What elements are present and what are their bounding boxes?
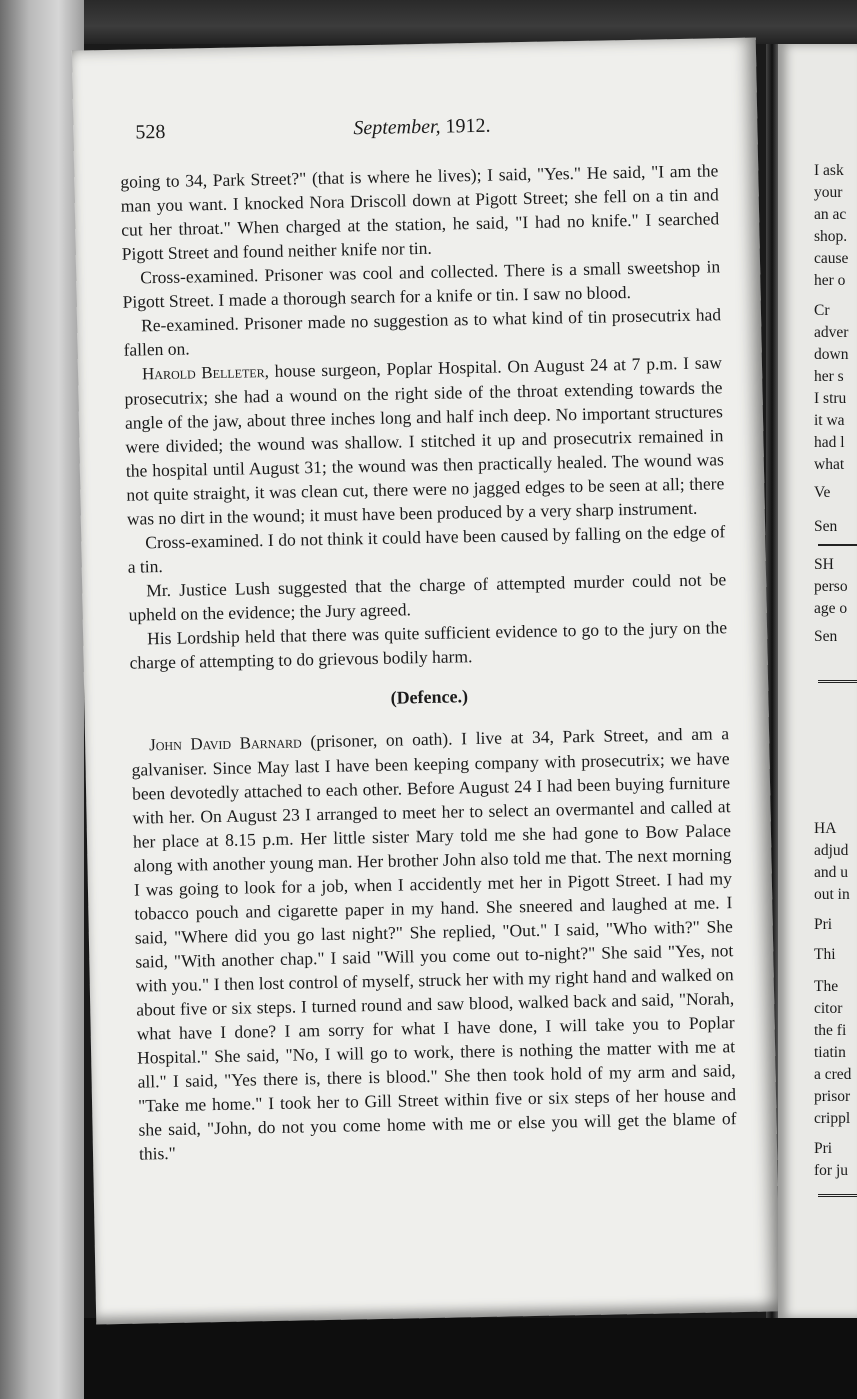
witness-text: house surgeon, Poplar Hospital. On August 24 at 7 p.m. I saw prosecutrix; she had a wound on the right side of the throat extending towards the angle of the jaw, about three inches long and half inch deep. No important structures were divided; the wound was shallow. I stitched it up and prosecutrix remained in the hospital until August 31; the wound was then practically healed. The wound was not quite straight, it was clean cut, there were no jagged edges to be seen at all; there was no dirt in the wound; it must have been produced by a very sharp instrument. xyxy=(124,352,725,529)
page-number: 528 xyxy=(135,120,166,144)
facing-text-fragment: an ac xyxy=(814,206,847,223)
facing-text-fragment: it wa xyxy=(814,412,845,429)
facing-text-fragment: The xyxy=(814,978,839,995)
facing-text-fragment: Ve xyxy=(814,484,831,501)
defence-testimony xyxy=(131,721,737,1165)
paragraph: going to 34, Park Street?" (that is where he lives); I said, "Yes." He said, "I am the man you want. I knocked Nora Driscoll down at Pigott Street; she fell on a tin and cut her throat." When charged at the station, he said, "I had no knife." I searched Pigott Street and found neither knife nor tin. xyxy=(120,160,720,264)
facing-text-fragment: her s xyxy=(814,368,844,385)
facing-text-fragment: prisor xyxy=(814,1088,851,1105)
facing-text-fragment: Thi xyxy=(814,946,836,963)
section-rule xyxy=(818,544,857,546)
witness-name: Harold Belleter, xyxy=(141,361,270,384)
facing-text-fragment: Cr xyxy=(814,302,830,319)
witness-testimony xyxy=(124,350,725,530)
facing-text-fragment: out in xyxy=(814,886,850,903)
facing-text-fragment: adjud xyxy=(814,842,849,859)
facing-text-fragment: and u xyxy=(814,864,849,881)
facing-text-fragment: citor xyxy=(814,1000,843,1017)
facing-text-fragment: adver xyxy=(814,324,849,341)
facing-text-fragment: had l xyxy=(814,434,845,451)
facing-page-edge xyxy=(778,44,857,1318)
facing-text-fragment: Pri xyxy=(814,916,833,933)
running-head xyxy=(353,115,491,141)
section-double-rule xyxy=(818,680,857,687)
facing-text-fragment: shop. xyxy=(814,228,848,245)
page-body xyxy=(120,158,737,1165)
paragraph: Cross-examined. I do not think it could have been caused by falling on the edge of a tin. xyxy=(127,521,726,577)
paragraph: His Lordship held that there was quite sufficient evidence to go to the jury on the charge of attempting to do grievous bodily harm. xyxy=(129,617,728,673)
facing-text-fragment: perso xyxy=(814,578,848,595)
facing-text-fragment: crippl xyxy=(814,1110,851,1127)
facing-text-fragment: your xyxy=(814,184,843,201)
facing-text-fragment: Pri xyxy=(814,1140,833,1157)
facing-text-fragment: the fi xyxy=(814,1022,847,1039)
facing-text-fragment: a cred xyxy=(814,1066,852,1083)
running-head-month: September, xyxy=(353,115,441,140)
facing-text-fragment: what xyxy=(814,456,845,473)
facing-text-fragment: cause xyxy=(814,250,849,267)
scan-bottom-border xyxy=(84,1318,857,1399)
running-head-year: 1912. xyxy=(445,114,491,138)
facing-text-fragment: Sen xyxy=(814,518,838,535)
previous-page-edge xyxy=(0,0,84,1399)
book-page xyxy=(72,38,780,1325)
facing-text-fragment: down xyxy=(814,346,849,363)
facing-text-fragment: for ju xyxy=(814,1162,849,1179)
facing-text-fragment: SH xyxy=(814,556,834,573)
facing-text-fragment: I ask xyxy=(814,162,844,179)
paragraph: Mr. Justice Lush suggested that the charge of attempted murder could not be upheld on the evidence; the Jury agreed. xyxy=(128,569,727,625)
paragraph: Cross-examined. Prisoner was cool and collected. There is a small sweetshop in Pigott Street. I made a thorough search for a knife or tin. I saw no blood. xyxy=(122,256,721,312)
facing-text-fragment: HA xyxy=(814,820,837,837)
defence-text: (prisoner, on oath). I live at 34, Park Street, and am a galvaniser. Since May last I have been keeping company with prosecutrix; we have been devotedly attached to each other. Before August 24 I had been buying furniture with her. On August 23 I arranged to meet her to select an overmantel and called at her place at 8.15 p.m. Her little sister Mary told me she had gone to Bow Palace along with another young man. Her brother John also told me that. The next morning I was going to look for a job, when I accidently met her in Pigott Street. I had my tobacco pouch and cigarette paper in my hand. She sneered and laughed at me. I said, "Where did you go last night?" She replied, "Out." I said, "Who with?" She said, "With another chap." I said "Will you come out to-night?" She said "Yes, not with you." I then lost control of myself, struck her with my right hand and walked on about five or six steps. I turned round and saw blood, walked back and said, "Norah, what have I done? I am sorry for what I have done, I will take you to Poplar Hospital." She said, "No, I will go to work, there is nothing the matter with me at all." I said, "Yes there is, there is blood." She then took hold of my arm and said, "Take me home." I took her to Gill Street within five or six steps of her house and she said, "John, do not you come home with me or else you will get the blame of this." xyxy=(131,723,737,1164)
section-heading: (Defence.) xyxy=(390,686,469,708)
facing-text-fragment: age o xyxy=(814,600,848,617)
paragraph: Re-examined. Prisoner made no suggestion as to what kind of tin prosecutrix had fallen on. xyxy=(123,304,722,360)
facing-text-fragment: her o xyxy=(814,272,846,289)
facing-text-fragment: I stru xyxy=(814,390,847,407)
page-header xyxy=(135,110,735,152)
facing-text-fragment: Sen xyxy=(814,628,838,645)
section-double-rule xyxy=(818,1194,857,1201)
defendant-name: John David Barnard xyxy=(148,732,302,755)
facing-text-fragment: tiatin xyxy=(814,1044,846,1061)
